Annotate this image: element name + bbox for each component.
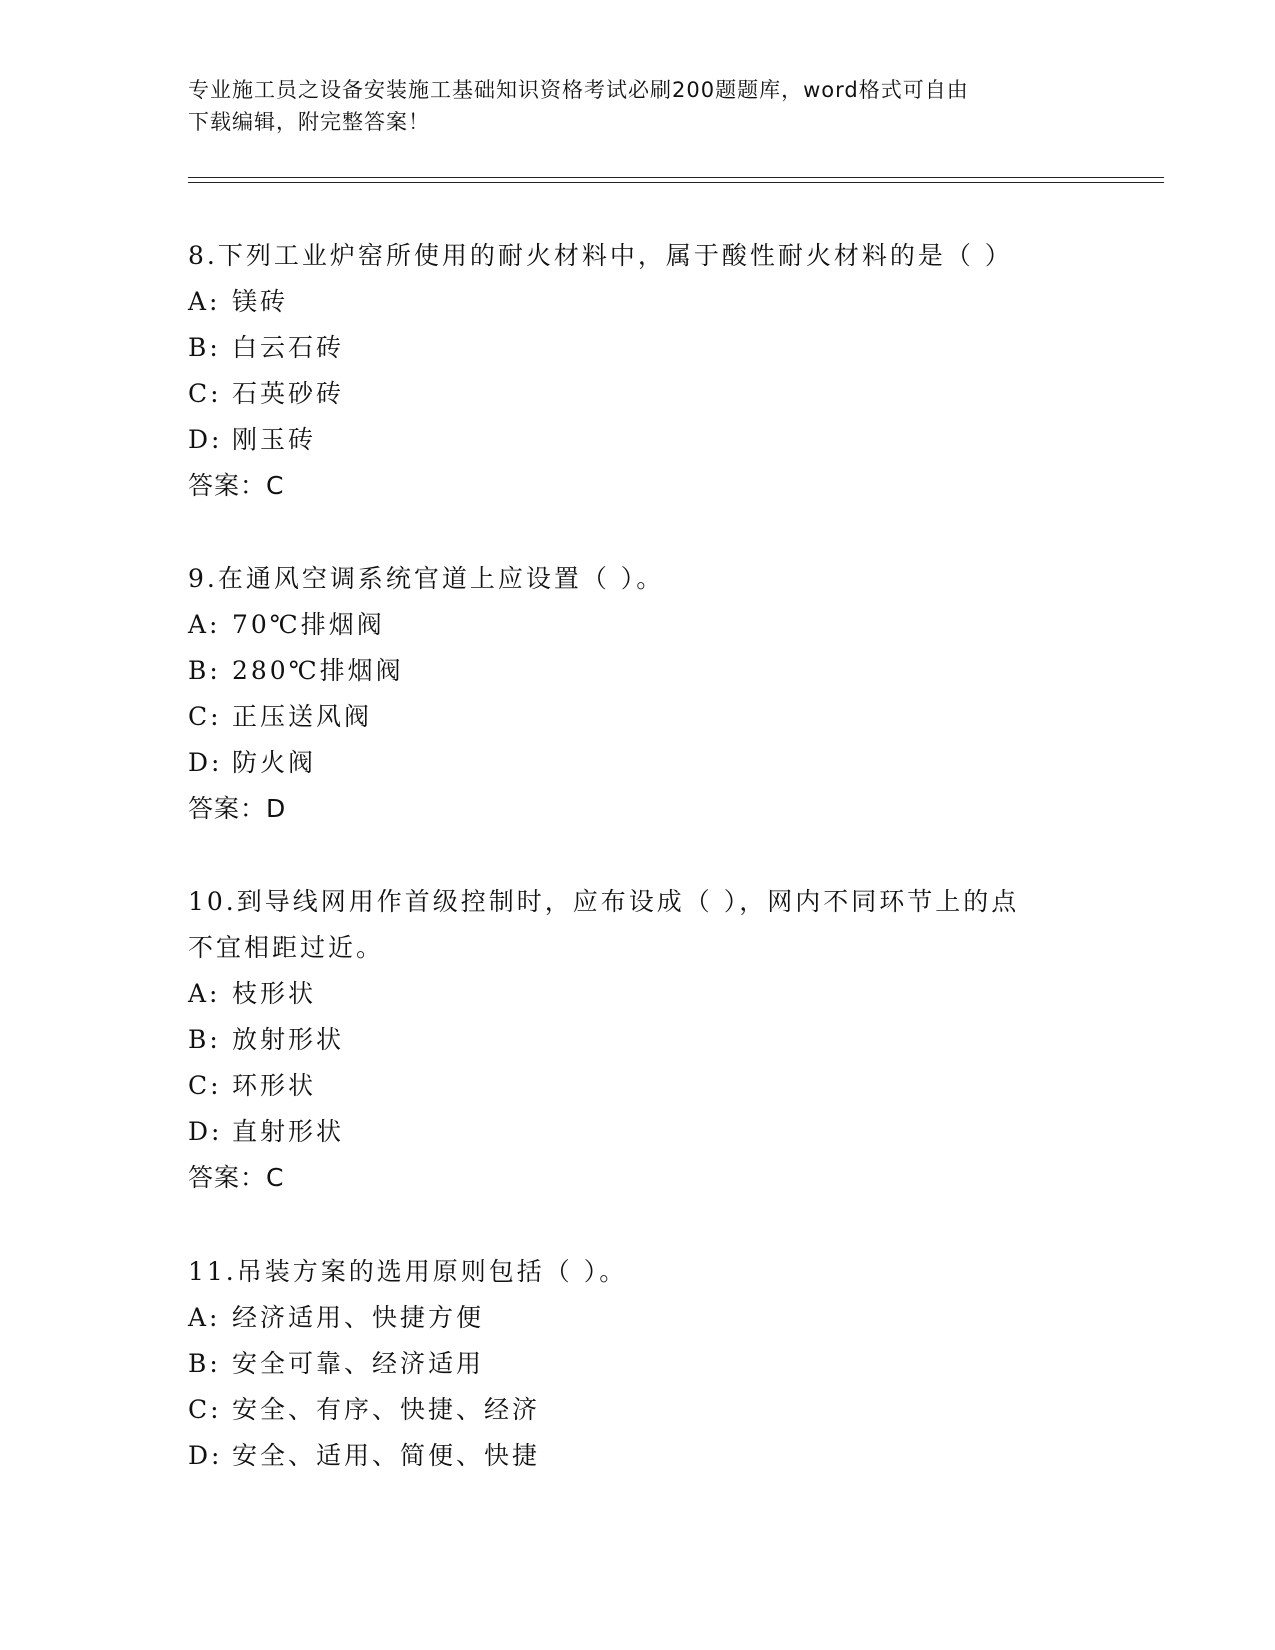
- option-key: A:: [188, 287, 221, 316]
- question-stem: 9.在通风空调系统官道上应设置（ ）。: [188, 564, 665, 593]
- option-text: 石英砂砖: [232, 379, 345, 408]
- option-key: C:: [188, 1071, 222, 1100]
- option-d: [188, 1433, 1088, 1479]
- option-a: [188, 1295, 1088, 1341]
- option-key: D:: [188, 425, 223, 454]
- option-key: D:: [188, 1117, 223, 1146]
- answer-line: 答案：D: [188, 794, 287, 823]
- option-key: C:: [188, 1395, 222, 1424]
- option-a: [188, 279, 1088, 325]
- option-text: 280℃排烟阀: [232, 656, 404, 685]
- option-c: [188, 694, 1088, 740]
- option-d: [188, 740, 1088, 786]
- option-key: B:: [188, 333, 221, 362]
- option-text: 经济适用、快捷方便: [232, 1303, 485, 1332]
- option-text: 枝形状: [232, 979, 317, 1008]
- option-key: D:: [188, 1441, 223, 1470]
- option-text: 刚玉砖: [232, 425, 317, 454]
- question-8: [188, 233, 1088, 509]
- question-stem: 11.吊装方案的选用原则包括（ ）。: [188, 1257, 628, 1286]
- question-11: [188, 1249, 1088, 1479]
- option-key: A:: [188, 979, 221, 1008]
- option-d: [188, 417, 1088, 463]
- option-a: [188, 971, 1088, 1017]
- option-key: C:: [188, 379, 222, 408]
- option-c: [188, 1063, 1088, 1109]
- header-line-2: 下载编辑，附完整答案！: [188, 110, 430, 134]
- option-text: 直射形状: [232, 1117, 345, 1146]
- header-divider-bottom: [188, 182, 1164, 183]
- option-text: 防火阀: [232, 748, 317, 777]
- header-line-1: 专业施工员之设备安装施工基础知识资格考试必刷200题题库，word格式可自由: [188, 78, 969, 102]
- option-text: 镁砖: [232, 287, 289, 316]
- option-key: D:: [188, 748, 223, 777]
- document-header: [188, 74, 1088, 138]
- option-key: A:: [188, 610, 221, 639]
- option-d: [188, 1109, 1088, 1155]
- option-text: 正压送风阀: [232, 702, 373, 731]
- question-stem: 8.下列工业炉窑所使用的耐火材料中，属于酸性耐火材料的是（ ）: [188, 241, 1013, 270]
- option-text: 环形状: [232, 1071, 317, 1100]
- answer-line: 答案：C: [188, 471, 285, 500]
- answer-line: 答案：C: [188, 1163, 285, 1192]
- question-stem: 10.到导线网用作首级控制时，应布设成（ ），网内不同环节上的点不宜相距过近。: [188, 887, 1020, 962]
- option-key: B:: [188, 1025, 221, 1054]
- question-9: [188, 556, 1088, 832]
- option-text: 白云石砖: [232, 333, 345, 362]
- option-b: [188, 648, 1088, 694]
- option-b: [188, 1017, 1088, 1063]
- option-b: [188, 1341, 1088, 1387]
- option-b: [188, 325, 1088, 371]
- option-key: B:: [188, 1349, 221, 1378]
- option-a: [188, 602, 1088, 648]
- option-c: [188, 1387, 1088, 1433]
- option-text: 70℃排烟阀: [232, 610, 385, 639]
- option-key: C:: [188, 702, 222, 731]
- option-c: [188, 371, 1088, 417]
- option-text: 放射形状: [232, 1025, 345, 1054]
- option-text: 安全可靠、经济适用: [232, 1349, 485, 1378]
- option-key: A:: [188, 1303, 221, 1332]
- option-key: B:: [188, 656, 221, 685]
- header-divider-top: [188, 177, 1164, 178]
- option-text: 安全、有序、快捷、经济: [232, 1395, 541, 1424]
- option-text: 安全、适用、简便、快捷: [232, 1441, 541, 1470]
- question-10: [188, 879, 1088, 1201]
